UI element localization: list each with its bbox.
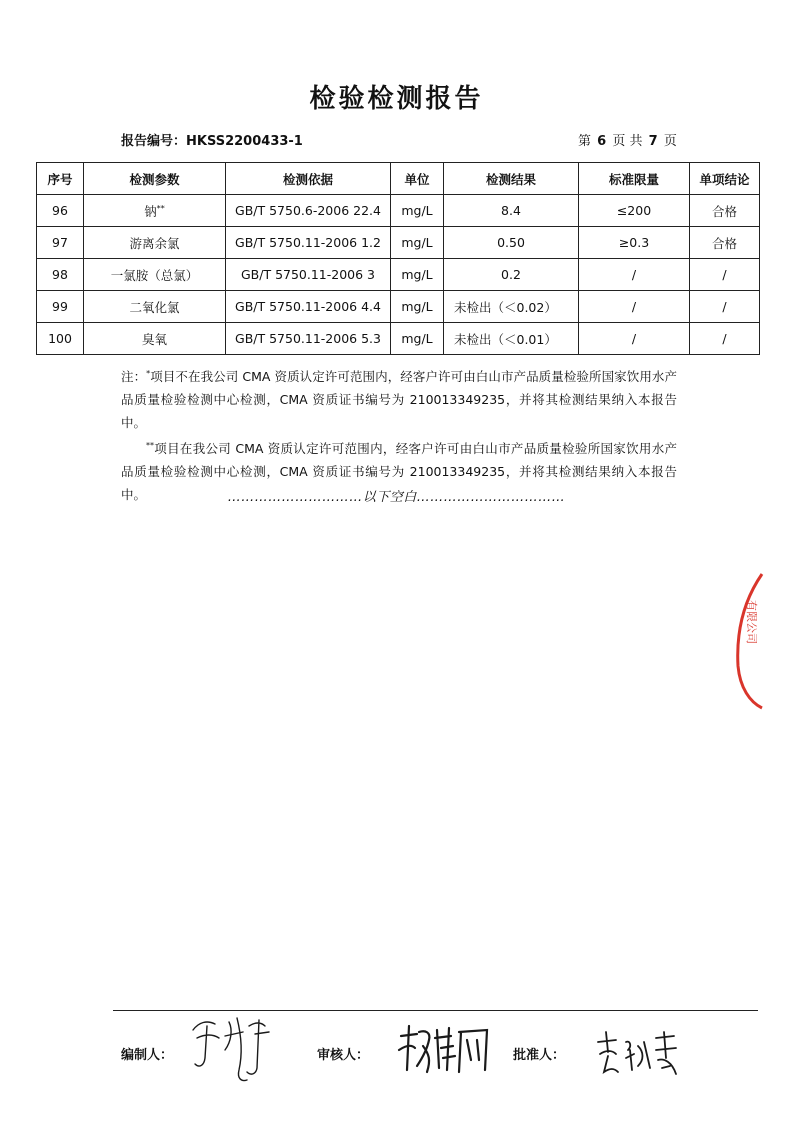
approved-by-label: 批准人：: [513, 1048, 566, 1063]
header-method: 检测依据: [226, 163, 391, 195]
page-indicator: [578, 130, 677, 149]
param-name: 臭氧: [141, 331, 167, 347]
cell-result: 未检出（＜0.02）: [444, 291, 579, 323]
note-1: [121, 362, 677, 434]
cell-limit: /: [579, 323, 690, 355]
report-number: 报告编号：HKSS2200433-1: [121, 134, 303, 149]
cell-limit: /: [579, 259, 690, 291]
param-name: 游离余氯: [129, 235, 180, 251]
table-row: [37, 291, 760, 323]
cell-no: 100: [37, 323, 84, 355]
reviewed-signature: [395, 1020, 495, 1080]
param-mark: **: [156, 203, 165, 213]
cell-conclusion: 合格: [690, 195, 760, 227]
prepared-signature: [185, 1008, 275, 1088]
table-row: [37, 227, 760, 259]
page-prefix: 第: [578, 134, 592, 149]
header-conclusion: 单项结论: [690, 163, 760, 195]
cell-conclusion: /: [690, 323, 760, 355]
cell-param: [84, 323, 226, 355]
blank-notice: …………………………以下空白……………………………: [227, 490, 566, 505]
cell-param: [84, 195, 226, 227]
param-name: 钠: [144, 203, 157, 219]
page-mid: 页 共: [612, 134, 643, 149]
header-result: 检测结果: [444, 163, 579, 195]
cell-result: 0.50: [444, 227, 579, 259]
header-no: 序号: [37, 163, 84, 195]
table-row: [37, 323, 760, 355]
cell-result: 未检出（＜0.01）: [444, 323, 579, 355]
note-2-text: 项目在我公司 CMA 资质认定许可范围内，经客户许可由白山市产品质量检验所国家饮用水产品质量检验检测中心检测，CMA 资质证书编号为 210013349235，并将其检测结果纳入本报告中。: [121, 441, 677, 503]
param-name: 二氧化氯: [129, 299, 180, 315]
cell-limit: ≤200: [579, 195, 690, 227]
cell-unit: mg/L: [391, 195, 444, 227]
cell-limit: /: [579, 291, 690, 323]
company-seal: [722, 570, 770, 710]
cell-method: GB/T 5750.11-2006 4.4: [226, 291, 391, 323]
param-name: 一氯胺（总氯）: [110, 267, 199, 283]
prepared-by-label: 编制人：: [121, 1048, 174, 1063]
report-title: 检验检测报告: [309, 84, 484, 114]
page-suffix: 页: [663, 134, 677, 149]
cell-method: GB/T 5750.11-2006 3: [226, 259, 391, 291]
note-2-mark: **: [146, 441, 154, 451]
cell-no: 97: [37, 227, 84, 259]
table-row: [37, 195, 760, 227]
cell-unit: mg/L: [391, 323, 444, 355]
seal-text: 有限公司: [745, 600, 758, 644]
cell-conclusion: 合格: [690, 227, 760, 259]
table-header-row: [37, 163, 760, 195]
results-table: [36, 162, 760, 355]
cell-param: [84, 259, 226, 291]
note-1-text: 项目不在我公司 CMA 资质认定许可范围内，经客户许可由白山市产品质量检验所国家饮用水产品质量检验检测中心检测，CMA 资质证书编号为 210013349235，并将其检测结果纳入本报告中。: [121, 369, 677, 431]
reviewed-by-label: 审核人：: [317, 1048, 370, 1063]
header-unit: 单位: [391, 163, 444, 195]
cell-unit: mg/L: [391, 291, 444, 323]
page-total: 7: [648, 134, 658, 149]
header-param: 检测参数: [84, 163, 226, 195]
cell-method: GB/T 5750.11-2006 1.2: [226, 227, 391, 259]
cell-no: 98: [37, 259, 84, 291]
cell-result: 0.2: [444, 259, 579, 291]
cell-conclusion: /: [690, 259, 760, 291]
cell-unit: mg/L: [391, 259, 444, 291]
cell-method: GB/T 5750.6-2006 22.4: [226, 195, 391, 227]
cell-no: 99: [37, 291, 84, 323]
cell-limit: ≥0.3: [579, 227, 690, 259]
cell-param: [84, 291, 226, 323]
note-1-mark: *: [146, 369, 151, 378]
note-prefix: 注：: [121, 369, 147, 385]
header-limit: 标准限量: [579, 163, 690, 195]
cell-method: GB/T 5750.11-2006 5.3: [226, 323, 391, 355]
notes-section: [121, 362, 677, 506]
cell-param: [84, 227, 226, 259]
cell-result: 8.4: [444, 195, 579, 227]
cell-conclusion: /: [690, 291, 760, 323]
table-row: [37, 259, 760, 291]
page-current: 6: [597, 134, 607, 149]
approved-signature: [592, 1028, 682, 1080]
cell-unit: mg/L: [391, 227, 444, 259]
cell-no: 96: [37, 195, 84, 227]
